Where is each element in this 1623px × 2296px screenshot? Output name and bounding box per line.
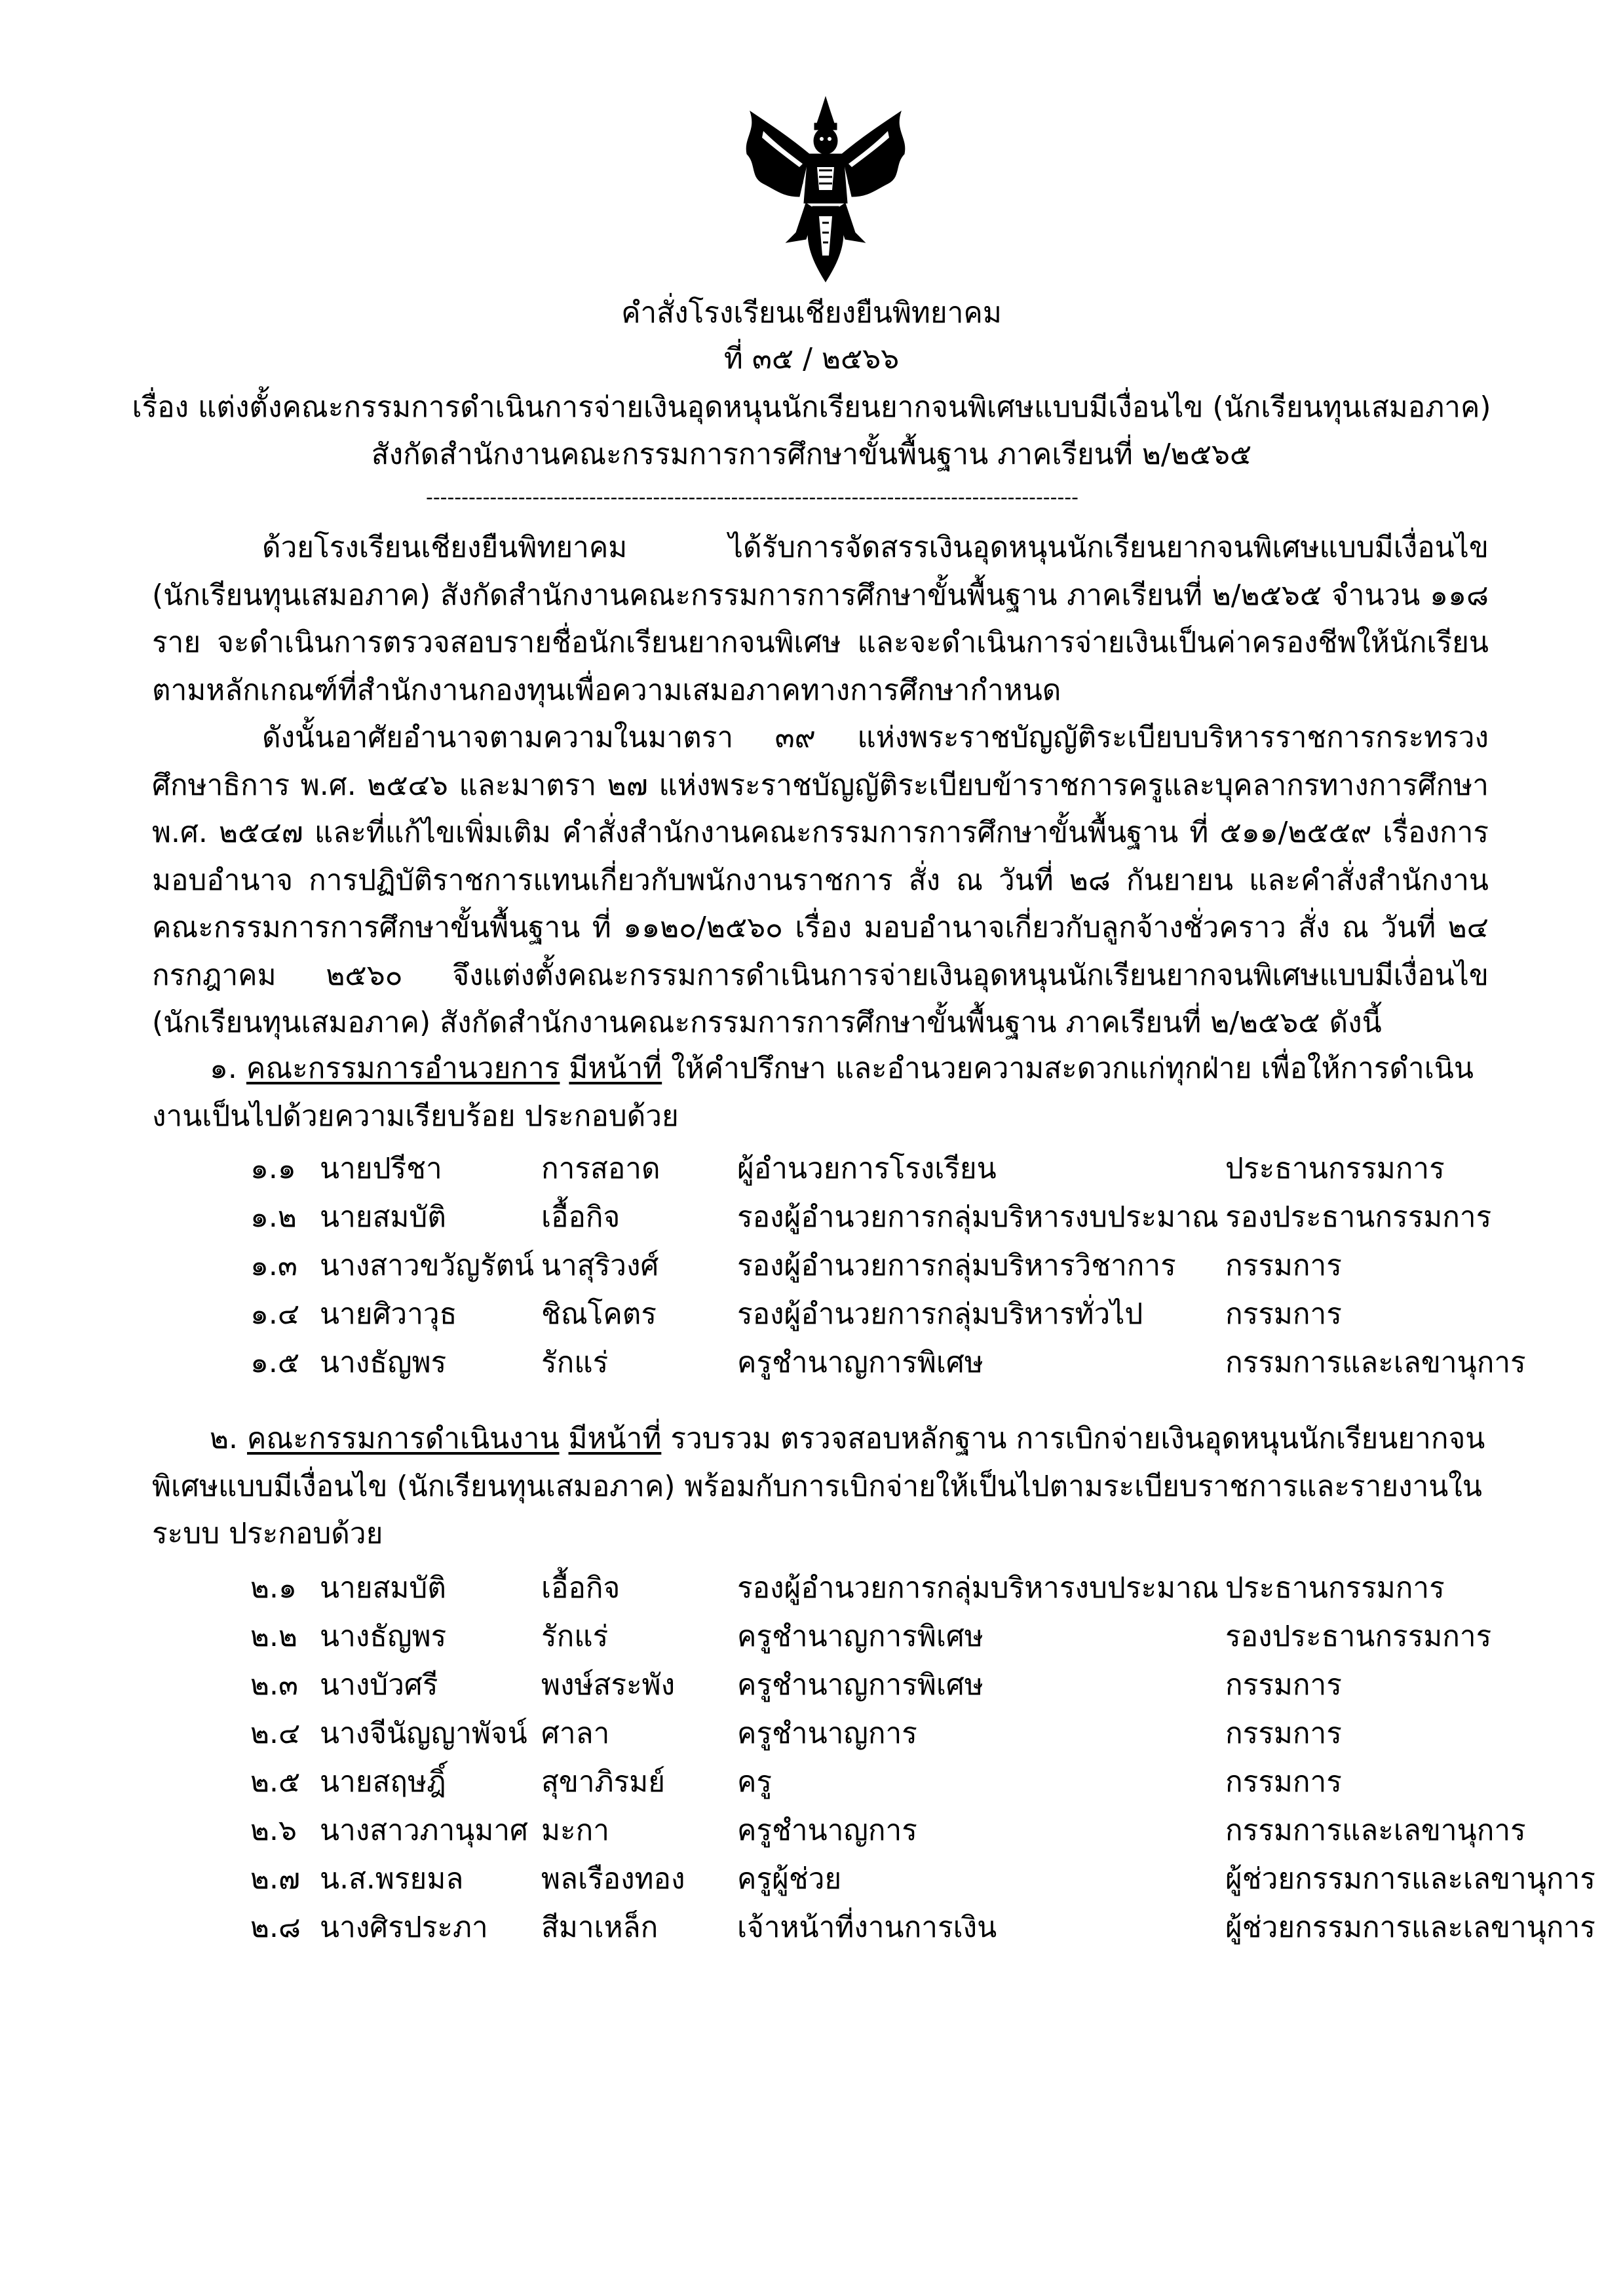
member-surname: การสอาด: [541, 1152, 660, 1185]
member-surname: ชิณโคตร: [541, 1297, 657, 1331]
member-no: ๑.๔: [250, 1297, 300, 1331]
member-name: นางศิรประภา: [320, 1911, 488, 1944]
authority-paragraph: ดังนั้นอาศัยอำนาจตามความในมาตรา ๓๙ แห่งพระราชบัญญัติระเบียบบริหารราชการกระทรวงศึกษาธิการ พ.ศ. ๒๕๔๖ และมาตรา ๒๗ แห่งพระราชบัญญัติระเบียบข้าราชการครูและบุคลากรทางการศึกษา พ.ศ. ๒๕๔๗ และที่แก้ไขเพิ่มเติม คำสั่งสำนักงานคณะกรรมการการศึกษาขั้นพื้นฐาน ที่ ๕๑๑/๒๕๕๙ เรื่องการมอบอำนาจ การปฏิบัติราชการแทนเกี่ยวกับพนักงานราชการ สั่ง ณ วันที่ ๒๘ กันยายน และคำสั่งสำนักงานคณะกรรมการการศึกษาขั้นพื้นฐาน ที่ ๑๑๒๐/๒๕๖๐ เรื่อง มอบอำนาจเกี่ยวกับลูกจ้างชั่วคราว สั่ง ณ วันที่ ๒๔ กรกฎาคม ๒๕๖๐ จึงแต่งตั้งคณะกรรมการดำเนินการจ่ายเงินอุดหนุนนักเรียนยากจนพิเศษแบบมีเงื่อนไข (นักเรียนทุนเสมอภาค) สังกัดสำนักงานคณะกรรมการการศึกษาขั้นพื้นฐาน ภาคเรียนที่ ๒/๒๕๖๕ ดังนี้: [152, 721, 1489, 1039]
member-no: ๒.๔: [250, 1717, 301, 1750]
member-no: ๑.๑: [250, 1152, 296, 1185]
separator-line: --------------------------------------------------------------------------------------------: [426, 486, 1079, 509]
member-surname: เอื้อกิจ: [541, 1571, 621, 1605]
member-surname: มะกา: [541, 1814, 609, 1847]
subject-line-2: สังกัดสำนักงานคณะกรรมการการศึกษาขั้นพื้นฐาน ภาคเรียนที่ ๒/๒๕๖๕: [371, 438, 1252, 471]
member-role: กรรมการและเลขานุการ: [1225, 1346, 1526, 1379]
section-1-duty-label: มีหน้าที่: [569, 1052, 662, 1085]
member-name: นางธัญพร: [320, 1346, 447, 1379]
member-row: [0, 1291, 1623, 1338]
section-2-duty-text: รวบรวม ตรวจสอบหลักฐาน การเบิกจ่ายเงินอุดหนุนนักเรียนยากจนพิเศษแบบมีเงื่อนไข (นักเรียนทุนเสมอภาค) พร้อมกับการเบิกจ่ายให้เป็นไปตามระเบียบราชการและรายงานในระบบ ประกอบด้วย: [152, 1422, 1485, 1550]
member-surname: ศาลา: [541, 1717, 610, 1750]
member-name: นางจีนัญญาพัจน์: [320, 1717, 527, 1750]
member-surname: เอื้อกิจ: [541, 1200, 621, 1234]
member-role: กรรมการ: [1225, 1668, 1342, 1702]
section-2-number: ๒.: [210, 1422, 238, 1455]
member-role: กรรมการ: [1225, 1297, 1342, 1331]
member-row: [0, 1856, 1623, 1903]
member-row: [0, 1565, 1623, 1612]
intro-paragraph: ด้วยโรงเรียนเชียงยืนพิทยาคม ได้รับการจัดสรรเงินอุดหนุนนักเรียนยากจนพิเศษแบบมีเงื่อนไข (นักเรียนทุนเสมอภาค) สังกัดสำนักงานคณะกรรมการการศึกษาขั้นพื้นฐาน ภาคเรียนที่ ๒/๒๕๖๕ จำนวน ๑๑๘ ราย จะดำเนินการตรวจสอบรายชื่อนักเรียนยากจนพิเศษ และจะดำเนินการจ่ายเงินเป็นค่าครองชีพให้นักเรียนตามหลักเกณฑ์ที่สำนักงานกองทุนเพื่อความเสมอภาคทางการศึกษากำหนด: [152, 531, 1489, 707]
member-role: กรรมการ: [1225, 1717, 1342, 1750]
member-position: ครู: [737, 1765, 773, 1799]
member-name: นายสฤษฎิ์: [320, 1765, 446, 1799]
section-1-duty-text: ให้คำปรึกษา และอำนวยความสะดวกแก่ทุกฝ่าย เพื่อให้การดำเนินงานเป็นไปด้วยความเรียบร้อย ประกอบด้วย: [152, 1052, 1474, 1133]
section-1-heading: [152, 1045, 1489, 1140]
section-2-name: คณะกรรมการดำเนินงาน: [247, 1422, 560, 1455]
member-no: ๑.๕: [250, 1346, 300, 1379]
member-role: กรรมการ: [1225, 1765, 1342, 1799]
member-row: [0, 1710, 1623, 1757]
member-role: รองประธานกรรมการ: [1225, 1620, 1492, 1653]
member-name: นางบัวศรี: [320, 1668, 438, 1702]
member-no: ๒.๑: [250, 1571, 297, 1605]
member-position: รองผู้อำนวยการกลุ่มบริหารวิชาการ: [737, 1249, 1176, 1282]
member-row: [0, 1904, 1623, 1951]
garuda-emblem-icon: [731, 92, 921, 288]
member-position: รองผู้อำนวยการกลุ่มบริหารงบประมาณ: [737, 1571, 1219, 1605]
member-surname: พลเรืองทอง: [541, 1862, 685, 1896]
member-position: ครูชำนาญการพิเศษ: [737, 1620, 983, 1653]
member-row: [0, 1242, 1623, 1290]
member-position: ครูชำนาญการ: [737, 1717, 917, 1750]
member-position: ครูผู้ช่วย: [737, 1862, 842, 1896]
member-no: ๒.๘: [250, 1911, 301, 1944]
member-row: [0, 1339, 1623, 1387]
member-row: [0, 1145, 1623, 1193]
member-row: [0, 1807, 1623, 1854]
member-no: ๑.๒: [250, 1200, 297, 1234]
section-1-number: ๑.: [210, 1052, 237, 1085]
member-row: [0, 1613, 1623, 1660]
member-surname: พงษ์สระพัง: [541, 1668, 676, 1702]
member-row: [0, 1194, 1623, 1241]
order-title: คำสั่งโรงเรียนเชียงยืนพิทยาคม: [621, 296, 1002, 330]
member-position: ครูชำนาญการพิเศษ: [737, 1668, 983, 1702]
member-role: ผู้ช่วยกรรมการและเลขานุการ: [1225, 1911, 1595, 1944]
member-position: ผู้อำนวยการโรงเรียน: [737, 1152, 997, 1185]
member-no: ๒.๓: [250, 1668, 299, 1702]
member-surname: นาสุริวงศ์: [541, 1249, 659, 1282]
member-no: ๒.๗: [250, 1862, 301, 1896]
member-row: [0, 1662, 1623, 1709]
subject-line-1: เรื่อง แต่งตั้งคณะกรรมการดำเนินการจ่ายเงินอุดหนุนนักเรียนยากจนพิเศษแบบมีเงื่อนไข (นักเรียนทุนเสมอภาค): [132, 391, 1491, 424]
member-surname: รักแร่: [541, 1346, 609, 1379]
member-name: นายสมบัติ: [320, 1200, 446, 1234]
member-no: ๑.๓: [250, 1249, 297, 1282]
member-role: ประธานกรรมการ: [1225, 1571, 1445, 1605]
member-position: รองผู้อำนวยการกลุ่มบริหารทั่วไป: [737, 1297, 1143, 1331]
member-no: ๒.๒: [250, 1620, 297, 1653]
member-surname: สุขาภิรมย์: [541, 1765, 666, 1799]
member-position: รองผู้อำนวยการกลุ่มบริหารงบประมาณ: [737, 1200, 1219, 1234]
member-position: ครูชำนาญการ: [737, 1814, 917, 1847]
member-name: นางสาวภานุมาศ: [320, 1814, 528, 1847]
member-role: กรรมการ: [1225, 1249, 1342, 1282]
member-position: เจ้าหน้าที่งานการเงิน: [737, 1911, 997, 1944]
member-no: ๒.๖: [250, 1814, 297, 1847]
member-position: ครูชำนาญการพิเศษ: [737, 1346, 983, 1379]
member-role: กรรมการและเลขานุการ: [1225, 1814, 1526, 1847]
section-1-name: คณะกรรมการอำนวยการ: [246, 1052, 560, 1085]
member-no: ๒.๕: [250, 1765, 301, 1799]
member-name: นายสมบัติ: [320, 1571, 446, 1605]
order-number: ที่ ๓๕ / ๒๕๖๖: [723, 342, 900, 375]
member-role: รองประธานกรรมการ: [1225, 1200, 1492, 1234]
member-surname: รักแร่: [541, 1620, 609, 1653]
member-name: นางธัญพร: [320, 1620, 447, 1653]
member-name: น.ส.พรยมล: [320, 1862, 464, 1896]
member-row: [0, 1759, 1623, 1806]
member-name: นายศิวาวุธ: [320, 1297, 457, 1331]
section-2-heading: [152, 1415, 1489, 1558]
member-surname: สีมาเหล็ก: [541, 1911, 659, 1944]
member-name: นางสาวขวัญรัตน์: [320, 1249, 535, 1282]
member-role: ผู้ช่วยกรรมการและเลขานุการ: [1225, 1862, 1595, 1896]
section-2-duty-label: มีหน้าที่: [568, 1422, 662, 1455]
member-name: นายปรีชา: [320, 1152, 442, 1185]
member-role: ประธานกรรมการ: [1225, 1152, 1445, 1185]
